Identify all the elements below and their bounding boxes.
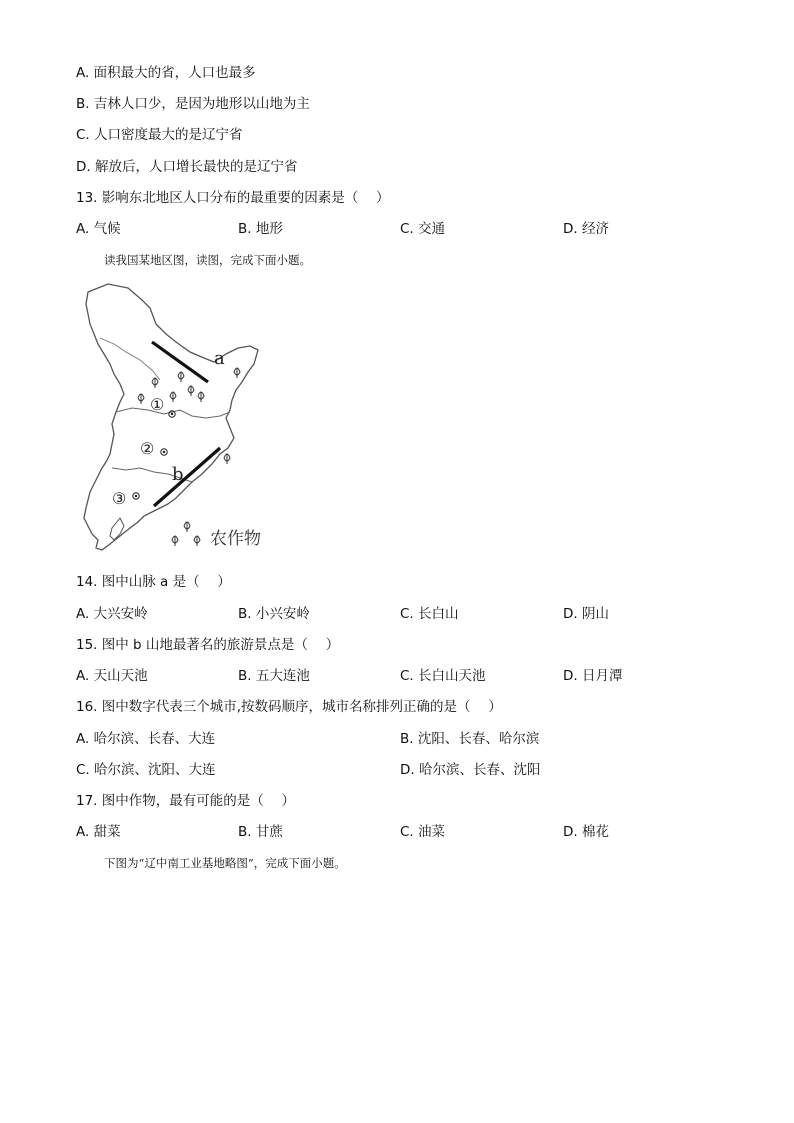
mountain-b-label: b: [172, 464, 184, 485]
q13-option-a: A. 气候: [76, 221, 121, 237]
q17-stem: 17. 图中作物，最有可能的是（ ）: [76, 793, 296, 809]
q13-option-d: D. 经济: [563, 221, 609, 237]
mountain-a-label: a: [214, 348, 225, 369]
q16-stem: 16. 图中数字代表三个城市,按数码顺序，城市名称排列正确的是（ ）: [76, 699, 502, 715]
q13-stem: 13. 影响东北地区人口分布的最重要的因素是（ ）: [76, 190, 390, 206]
q17-option-b: B. 甘蔗: [238, 824, 283, 840]
legend-crop-label: 农作物: [210, 529, 261, 549]
q14-option-a: A. 大兴安岭: [76, 606, 148, 622]
q15-option-b: B. 五大连池: [238, 668, 310, 684]
q12-option-c: C. 人口密度最大的是辽宁省: [76, 127, 243, 143]
city-1-number: ①: [150, 395, 165, 414]
city-2-number: ②: [140, 439, 155, 458]
q15-option-d: D. 日月潭: [563, 668, 623, 684]
q17-option-d: D. 棉花: [563, 824, 609, 840]
q12-option-b: B. 吉林人口少，是因为地形以山地为主: [76, 96, 310, 112]
q15-stem: 15. 图中 b 山地最著名的旅游景点是（ ）: [76, 637, 340, 653]
q16-option-c: C. 哈尔滨、沈阳、大连: [76, 762, 216, 778]
q16-option-b: B. 沈阳、长春、哈尔滨: [400, 731, 540, 747]
industrial-map-intro: 下图为“辽中南工业基地略图”，完成下面小题。: [104, 856, 346, 870]
city-3-number: ③: [112, 489, 127, 508]
map-intro: 读我国某地区图，读图，完成下面小题。: [104, 253, 311, 267]
northeast-map: [80, 278, 280, 558]
q16-option-d: D. 哈尔滨、长春、沈阳: [400, 762, 541, 778]
q14-stem: 14. 图中山脉 a 是（ ）: [76, 574, 231, 590]
q12-option-d: D. 解放后，人口增长最快的是辽宁省: [76, 159, 298, 175]
q14-option-d: D. 阴山: [563, 606, 609, 622]
q17-option-a: A. 甜菜: [76, 824, 121, 840]
q14-option-b: B. 小兴安岭: [238, 606, 310, 622]
q15-option-c: C. 长白山天池: [400, 668, 486, 684]
q17-option-c: C. 油菜: [400, 824, 446, 840]
q12-option-a: A. 面积最大的省，人口也最多: [76, 65, 256, 81]
q16-option-a: A. 哈尔滨、长春、大连: [76, 731, 216, 747]
q13-option-b: B. 地形: [238, 221, 283, 237]
q13-option-c: C. 交通: [400, 221, 446, 237]
legend-crop-icon: [172, 522, 200, 546]
q14-option-c: C. 长白山: [400, 606, 459, 622]
q15-option-a: A. 天山天池: [76, 668, 148, 684]
